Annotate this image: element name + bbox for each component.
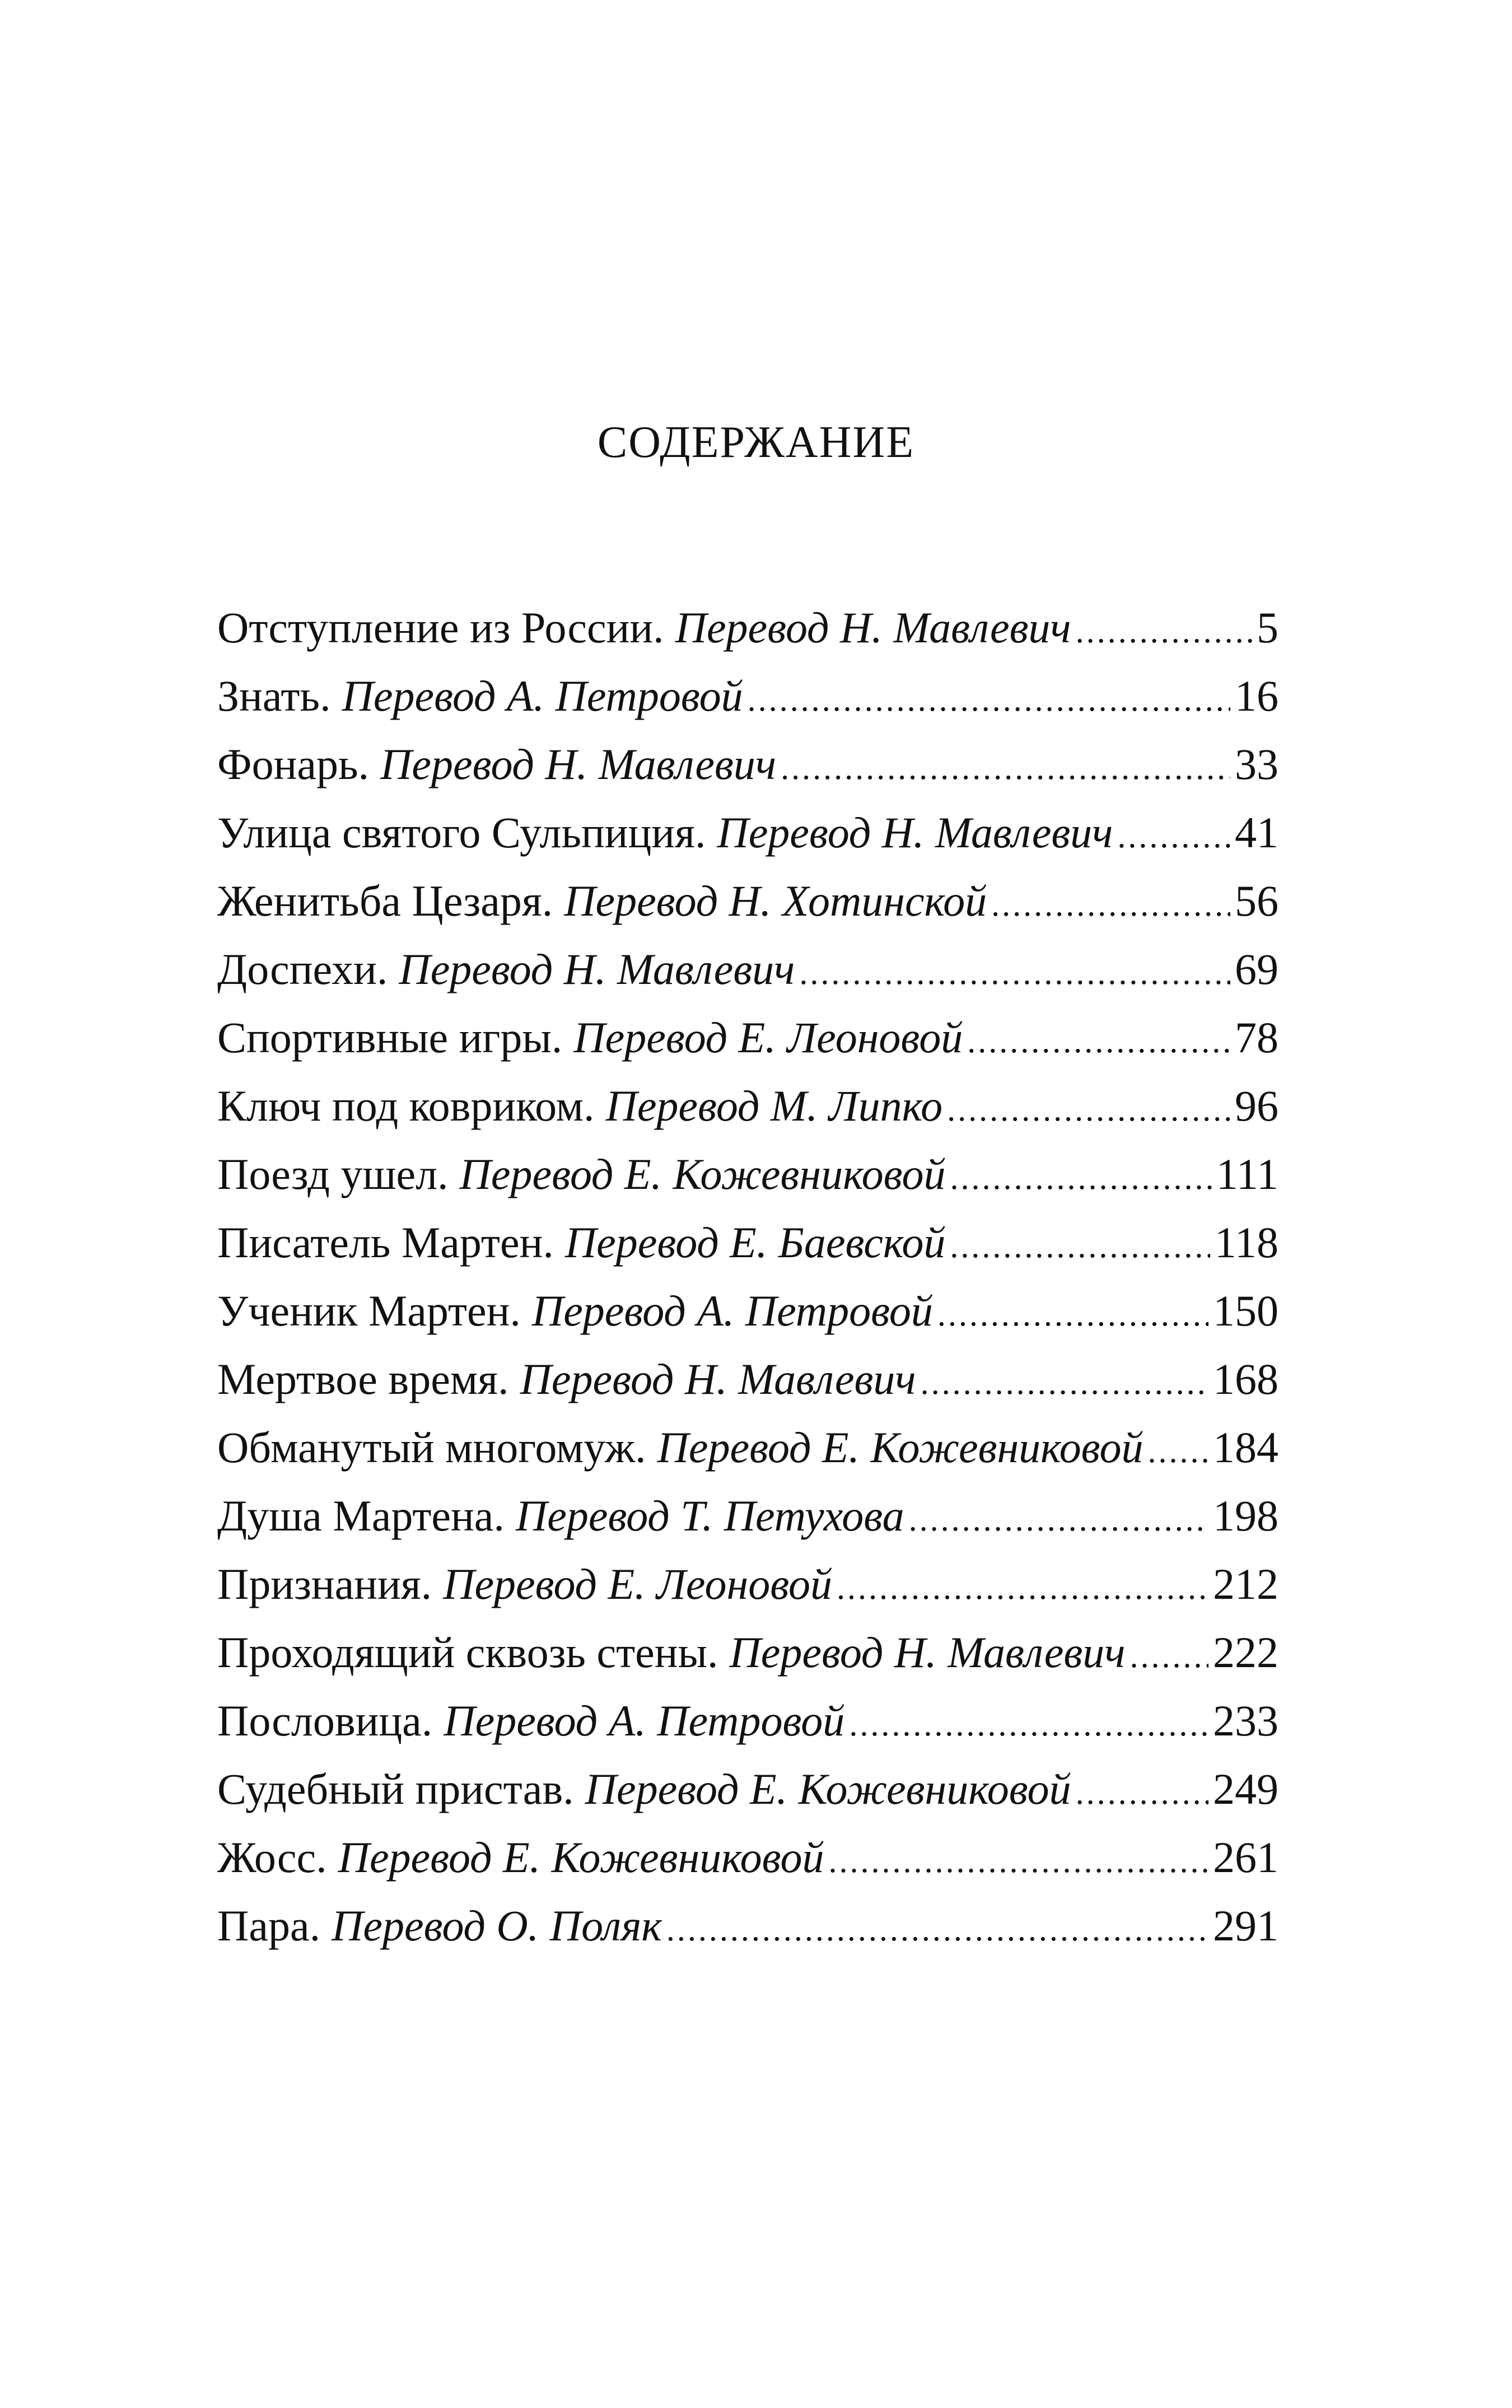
toc-entry-translator: Перевод Е. Леоновой	[573, 1013, 963, 1062]
toc-entry-page: 233	[1213, 1696, 1278, 1745]
toc-list	[217, 594, 1278, 1960]
toc-entry-translator: Перевод О. Поляк	[332, 1901, 662, 1950]
toc-entry-translator: Перевод Е. Кожевниковой	[338, 1833, 824, 1882]
toc-entry-page: 69	[1235, 945, 1278, 993]
toc-entry-title: Женитьба Цезаря.	[217, 876, 553, 925]
toc-entry-title: Знать.	[217, 671, 331, 720]
toc-entry-title: Мертвое время.	[217, 1355, 509, 1403]
toc-entry	[217, 1550, 1278, 1618]
toc-entry-translator: Перевод Н. Мавлевич	[399, 945, 795, 993]
toc-entry-title: Пословица.	[217, 1696, 433, 1745]
toc-entry-title: Душа Мартена.	[217, 1491, 505, 1540]
toc-entry-translator: Перевод А. Петровой	[531, 1286, 933, 1335]
toc-dot-leader	[967, 1007, 1230, 1075]
toc-entry	[217, 1004, 1278, 1072]
toc-entry-title: Пара.	[217, 1901, 321, 1950]
toc-dot-leader	[1076, 1758, 1208, 1827]
toc-entry	[217, 1823, 1278, 1892]
toc-dot-leader	[947, 1075, 1230, 1144]
toc-entry-page: 184	[1213, 1423, 1278, 1472]
toc-dot-leader	[909, 1485, 1208, 1553]
toc-dot-leader	[748, 665, 1230, 734]
toc-entry-page: 261	[1213, 1833, 1278, 1882]
toc-entry-page: 33	[1235, 740, 1278, 788]
toc-entry-translator: Перевод А. Петровой	[342, 671, 743, 720]
toc-entry-page: 249	[1213, 1765, 1278, 1813]
toc-entry-page: 5	[1257, 603, 1278, 652]
toc-entry-translator: Перевод Н. Мавлевич	[717, 808, 1113, 857]
toc-dot-leader	[781, 734, 1230, 802]
toc-entry-translator: Перевод Е. Кожевниковой	[459, 1150, 946, 1198]
toc-entry	[217, 799, 1278, 867]
toc-entry-page: 56	[1235, 876, 1278, 925]
toc-entry	[217, 867, 1278, 935]
toc-entry-translator: Перевод Т. Петухова	[515, 1491, 904, 1540]
toc-dot-leader	[937, 1280, 1208, 1348]
toc-entry-page: 291	[1213, 1901, 1278, 1950]
toc-entry	[217, 1413, 1278, 1482]
toc-entry	[217, 1618, 1278, 1687]
toc-entry-title: Писатель Мартен.	[217, 1218, 554, 1267]
toc-entry-translator: Перевод Е. Леоновой	[443, 1560, 833, 1608]
toc-entry-translator: Перевод М. Липко	[605, 1081, 943, 1130]
toc-dot-leader	[829, 1827, 1208, 1895]
toc-entry-page: 111	[1216, 1150, 1278, 1198]
toc-entry	[217, 1140, 1278, 1208]
toc-entry-page: 150	[1213, 1286, 1278, 1335]
toc-entry	[217, 1482, 1278, 1550]
toc-entry-title: Доспехи.	[217, 945, 388, 993]
toc-entry-title: Фонарь.	[217, 740, 370, 788]
toc-entry-translator: Перевод Н. Мавлевич	[729, 1628, 1126, 1677]
toc-entry-title: Улица святого Сульпиция.	[217, 808, 706, 857]
toc-entry-page: 222	[1213, 1628, 1278, 1677]
toc-entry-page: 118	[1214, 1218, 1278, 1267]
toc-dot-leader	[799, 939, 1230, 1007]
toc-entry-title: Признания.	[217, 1560, 432, 1608]
toc-entry-title: Поезд ушел.	[217, 1150, 449, 1198]
toc-entry-page: 16	[1235, 671, 1278, 720]
toc-entry-title: Обманутый многомуж.	[217, 1423, 646, 1472]
toc-entry-translator: Перевод Е. Баевской	[564, 1218, 946, 1267]
toc-dot-leader	[849, 1690, 1208, 1758]
toc-entry	[217, 730, 1278, 799]
toc-entry-translator: Перевод Е. Кожевниковой	[657, 1423, 1144, 1472]
toc-dot-leader	[921, 1348, 1208, 1417]
toc-entry-page: 212	[1213, 1560, 1278, 1608]
toc-entry	[217, 1345, 1278, 1413]
toc-entry-title: Спортивные игры.	[217, 1013, 563, 1062]
toc-entry-title: Ученик Мартен.	[217, 1286, 521, 1335]
toc-entry	[217, 1072, 1278, 1140]
toc-dot-leader	[1076, 597, 1252, 665]
toc-heading: СОДЕРЖАНИЕ	[597, 418, 915, 467]
toc-entry	[217, 935, 1278, 1004]
toc-entry-page: 198	[1213, 1491, 1278, 1540]
toc-entry-title: Проходящий сквозь стены.	[217, 1628, 718, 1677]
toc-entry	[217, 1277, 1278, 1345]
toc-dot-leader	[1117, 802, 1230, 870]
toc-entry	[217, 1892, 1278, 1960]
toc-entry-translator: Перевод Н. Мавлевич	[380, 740, 777, 788]
toc-entry	[217, 1755, 1278, 1823]
toc-entry-title: Отступление из России.	[217, 603, 664, 652]
toc-entry-page: 168	[1213, 1355, 1278, 1403]
toc-entry	[217, 662, 1278, 730]
toc-dot-leader	[666, 1895, 1208, 1963]
toc-entry-translator: Перевод Н. Мавлевич	[675, 603, 1071, 652]
toc-entry	[217, 1687, 1278, 1755]
toc-dot-leader	[991, 870, 1230, 939]
toc-entry-translator: Перевод Н. Мавлевич	[520, 1355, 916, 1403]
toc-entry-page: 41	[1235, 808, 1278, 857]
toc-entry-page: 78	[1235, 1013, 1278, 1062]
toc-dot-leader	[1130, 1622, 1208, 1690]
toc-dot-leader	[950, 1212, 1210, 1280]
toc-entry-title: Жосс.	[217, 1833, 327, 1882]
toc-entry	[217, 594, 1278, 662]
toc-entry-page: 96	[1235, 1081, 1278, 1130]
toc-dot-leader	[950, 1144, 1211, 1212]
toc-dot-leader	[837, 1553, 1208, 1622]
toc-entry-title: Ключ под ковриком.	[217, 1081, 595, 1130]
toc-entry-translator: Перевод Н. Хотинской	[564, 876, 987, 925]
toc-entry	[217, 1208, 1278, 1277]
toc-entry-title: Судебный пристав.	[217, 1765, 574, 1813]
toc-entry-translator: Перевод Е. Кожевниковой	[585, 1765, 1071, 1813]
toc-dot-leader	[1147, 1417, 1208, 1485]
toc-entry-translator: Перевод А. Петровой	[444, 1696, 845, 1745]
